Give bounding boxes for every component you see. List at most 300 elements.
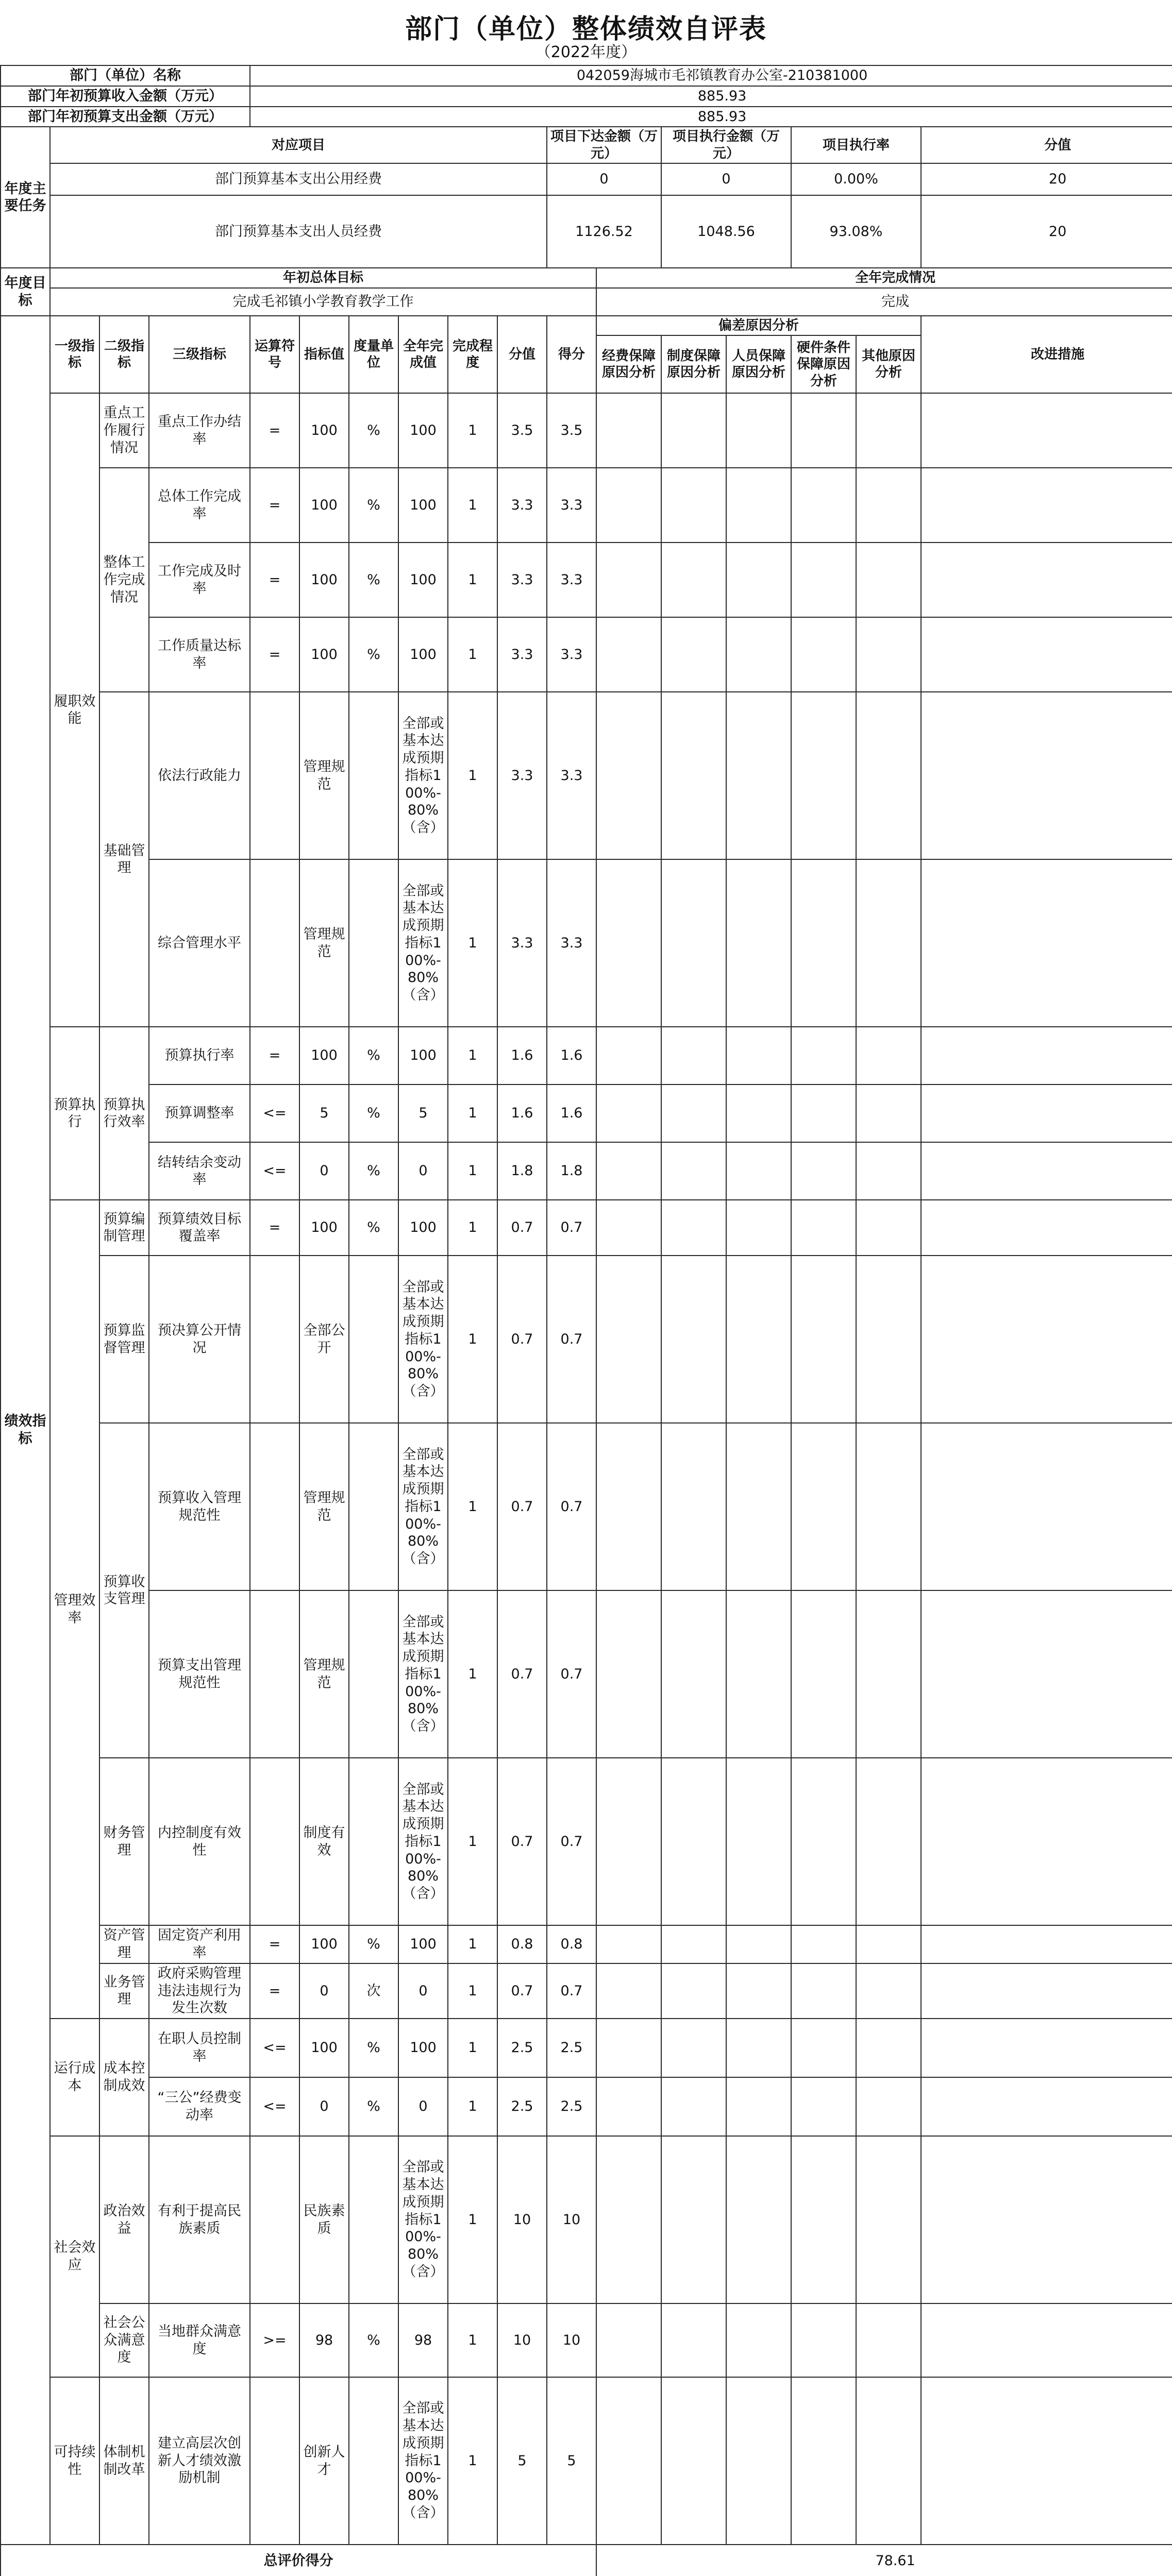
actual-value: 5 [398,1084,448,1142]
improvement [921,393,1172,468]
cause-hardware [791,543,856,617]
got-score: 3.3 [547,859,596,1027]
operator [250,2136,299,2303]
level2-indicator: 政治效益 [99,2136,149,2303]
score: 2.5 [497,2077,547,2136]
total-row [1,2545,1172,2576]
indicator-row [1,1758,1172,1925]
level3-indicator: 内控制度有效性 [149,1758,250,1925]
tasks-header-row [1,127,1172,163]
cause-funding [596,1590,661,1758]
cause-other [856,2077,921,2136]
info-row [1,107,1172,127]
cause-funding [596,2377,661,2545]
header-level2: 二级指标 [99,316,149,394]
got-score: 2.5 [547,2077,596,2136]
cause-hardware [791,1256,856,1423]
got-score: 0.7 [547,1200,596,1256]
indicator-row [1,2377,1172,2545]
cause-hardware [791,1142,856,1200]
cause-staff [726,2077,791,2136]
actual-value: 100 [398,617,448,692]
income-label: 部门年初预算收入金额（万元） [1,86,250,107]
cause-hardware [791,1027,856,1084]
score: 10 [497,2136,547,2303]
improvement [921,859,1172,1027]
operator: = [250,393,299,468]
cause-hardware [791,692,856,859]
cause-funding [596,1200,661,1256]
cause-system [661,393,726,468]
got-score: 3.3 [547,543,596,617]
improvement [921,1027,1172,1084]
unit: % [349,468,398,543]
total-label: 总评价得分 [1,2545,596,2576]
cause-system [661,1142,726,1200]
actual-value: 全部或基本达成预期指标100%-80%（含） [398,1256,448,1423]
target-value: 0 [299,1142,349,1200]
level1-indicator: 可持续性 [50,2377,99,2545]
task-row [1,163,1172,195]
level2-indicator: 资产管理 [99,1925,149,1963]
cause-other [856,859,921,1027]
tasks-header-exec: 项目执行金额（万元） [661,127,791,163]
level1-indicator: 社会效应 [50,2136,99,2377]
level3-indicator: 固定资产利用率 [149,1925,250,1963]
actual-value: 0 [398,1963,448,2019]
operator: <= [250,1084,299,1142]
target-value: 100 [299,2019,349,2077]
header-cause-staff: 人员保障原因分析 [726,335,791,393]
score: 0.7 [497,1423,547,1590]
level2-indicator: 预算编制管理 [99,1200,149,1256]
operator: = [250,1925,299,1963]
level1-indicator: 履职效能 [50,393,99,1027]
cause-funding [596,859,661,1027]
header-deviation: 偏差原因分析 [596,316,921,336]
indicator-row [1,1027,1172,1084]
improvement [921,2377,1172,2545]
got-score: 0.7 [547,1256,596,1423]
goal-header-row [1,268,1172,288]
task-score: 20 [921,163,1172,195]
cause-system [661,2077,726,2136]
perf-label: 绩效指标 [1,316,50,2545]
tasks-header-score: 分值 [921,127,1172,163]
task-item: 部门预算基本支出人员经费 [50,195,547,268]
operator: = [250,617,299,692]
cause-system [661,543,726,617]
actual-value: 全部或基本达成预期指标100%-80%（含） [398,692,448,859]
unit [349,2377,398,2545]
completion-degree: 1 [448,2136,497,2303]
unit: % [349,617,398,692]
completion-degree: 1 [448,2303,497,2377]
target-value: 100 [299,543,349,617]
actual-value: 100 [398,468,448,543]
unit-name-value: 042059海城市毛祁镇教育办公室-210381000 [250,65,1172,86]
target-value: 制度有效 [299,1758,349,1925]
cause-other [856,468,921,543]
cause-hardware [791,1963,856,2019]
level3-indicator: 预算支出管理规范性 [149,1590,250,1758]
cause-other [856,1758,921,1925]
unit: % [349,2019,398,2077]
score: 3.3 [497,859,547,1027]
target-value: 100 [299,1027,349,1084]
cause-system [661,1925,726,1963]
info-row [1,65,1172,86]
goal-label: 年度目标 [1,268,50,316]
got-score: 10 [547,2303,596,2377]
cause-funding [596,2019,661,2077]
unit: 次 [349,1963,398,2019]
cause-system [661,1027,726,1084]
goal-done: 完成 [596,288,1172,316]
cause-other [856,1963,921,2019]
evaluation-table [0,65,1172,2576]
task-amount: 1126.52 [547,195,661,268]
cause-staff [726,1423,791,1590]
cause-funding [596,2077,661,2136]
completion-degree: 1 [448,2077,497,2136]
got-score: 3.3 [547,468,596,543]
unit: % [349,543,398,617]
level2-indicator: 预算收支管理 [99,1423,149,1758]
completion-degree: 1 [448,1142,497,1200]
level3-indicator: 预算调整率 [149,1084,250,1142]
score: 3.5 [497,393,547,468]
tasks-header-item: 对应项目 [50,127,547,163]
completion-degree: 1 [448,1590,497,1758]
cause-system [661,617,726,692]
improvement [921,543,1172,617]
expense-label: 部门年初预算支出金额（万元） [1,107,250,127]
operator [250,2377,299,2545]
level3-indicator: 预算执行率 [149,1027,250,1084]
actual-value: 全部或基本达成预期指标100%-80%（含） [398,2377,448,2545]
cause-system [661,1758,726,1925]
level3-indicator: 当地群众满意度 [149,2303,250,2377]
actual-value: 100 [398,543,448,617]
cause-other [856,692,921,859]
actual-value: 98 [398,2303,448,2377]
level3-indicator: 重点工作办结率 [149,393,250,468]
score: 2.5 [497,2019,547,2077]
actual-value: 全部或基本达成预期指标100%-80%（含） [398,1423,448,1590]
level3-indicator: 在职人员控制率 [149,2019,250,2077]
actual-value: 全部或基本达成预期指标100%-80%（含） [398,1590,448,1758]
income-value: 885.93 [250,86,1172,107]
level2-indicator: 重点工作履行情况 [99,393,149,468]
target-value: 0 [299,2077,349,2136]
cause-funding [596,1963,661,2019]
unit [349,1423,398,1590]
header-degree: 完成程度 [448,316,497,394]
actual-value: 100 [398,393,448,468]
header-cause-system: 制度保障原因分析 [661,335,726,393]
actual-value: 全部或基本达成预期指标100%-80%（含） [398,859,448,1027]
actual-value: 0 [398,2077,448,2136]
score: 1.6 [497,1084,547,1142]
indicator-row [1,692,1172,859]
cause-hardware [791,1590,856,1758]
level1-indicator: 运行成本 [50,2019,99,2136]
score: 0.8 [497,1925,547,1963]
header-cause-funding: 经费保障原因分析 [596,335,661,393]
improvement [921,1200,1172,1256]
unit-name-label: 部门（单位）名称 [1,65,250,86]
cause-other [856,1027,921,1084]
improvement [921,1963,1172,2019]
cause-other [856,2377,921,2545]
level3-indicator: 建立高层次创新人才绩效激励机制 [149,2377,250,2545]
actual-value: 100 [398,1925,448,1963]
actual-value: 0 [398,1142,448,1200]
tasks-header-amount: 项目下达金额（万元） [547,127,661,163]
operator [250,1590,299,1758]
cause-staff [726,1027,791,1084]
unit [349,1256,398,1423]
cause-staff [726,2303,791,2377]
cause-system [661,859,726,1027]
cause-system [661,1423,726,1590]
operator [250,1758,299,1925]
cause-funding [596,1925,661,1963]
info-row [1,86,1172,107]
cause-system [661,1963,726,2019]
cause-system [661,2377,726,2545]
target-value: 全部公开 [299,1256,349,1423]
improvement [921,1256,1172,1423]
level2-indicator: 社会公众满意度 [99,2303,149,2377]
operator: <= [250,2077,299,2136]
got-score: 0.7 [547,1590,596,1758]
operator [250,1256,299,1423]
operator: >= [250,2303,299,2377]
level3-indicator: 综合管理水平 [149,859,250,1027]
completion-degree: 1 [448,859,497,1027]
cause-hardware [791,393,856,468]
got-score: 5 [547,2377,596,2545]
level3-indicator: 依法行政能力 [149,692,250,859]
task-rate: 93.08% [791,195,921,268]
operator [250,1423,299,1590]
cause-other [856,1925,921,1963]
cause-staff [726,1142,791,1200]
got-score: 3.3 [547,617,596,692]
score: 5 [497,2377,547,2545]
operator: = [250,468,299,543]
header-target-value: 指标值 [299,316,349,394]
table-body [1,65,1172,2576]
got-score: 0.7 [547,1423,596,1590]
cause-staff [726,1200,791,1256]
got-score: 10 [547,2136,596,2303]
score: 1.6 [497,1027,547,1084]
indicator-row [1,468,1172,543]
cause-funding [596,1423,661,1590]
indicator-row [1,1590,1172,1758]
task-item: 部门预算基本支出公用经费 [50,163,547,195]
cause-other [856,1590,921,1758]
cause-other [856,2019,921,2077]
cause-funding [596,1027,661,1084]
got-score: 0.7 [547,1758,596,1925]
cause-hardware [791,1084,856,1142]
operator: <= [250,2019,299,2077]
indicator-row [1,1084,1172,1142]
operator [250,859,299,1027]
cause-hardware [791,617,856,692]
level3-indicator: “三公”经费变动率 [149,2077,250,2136]
actual-value: 全部或基本达成预期指标100%-80%（含） [398,1758,448,1925]
cause-funding [596,393,661,468]
score: 3.3 [497,692,547,859]
unit: % [349,1200,398,1256]
got-score: 1.8 [547,1142,596,1200]
level1-indicator: 管理效率 [50,1200,99,2019]
level2-indicator: 基础管理 [99,692,149,1027]
improvement [921,1590,1172,1758]
unit: % [349,393,398,468]
improvement [921,692,1172,859]
goal-row [1,288,1172,316]
level2-indicator: 业务管理 [99,1963,149,2019]
indicator-row [1,2077,1172,2136]
cause-other [856,393,921,468]
improvement [921,1925,1172,1963]
level3-indicator: 总体工作完成率 [149,468,250,543]
target-value: 98 [299,2303,349,2377]
actual-value: 全部或基本达成预期指标100%-80%（含） [398,2136,448,2303]
cause-funding [596,468,661,543]
got-score: 1.6 [547,1027,596,1084]
cause-staff [726,2377,791,2545]
cause-system [661,2136,726,2303]
target-value: 100 [299,393,349,468]
header-level3: 三级指标 [149,316,250,394]
cause-system [661,1200,726,1256]
improvement [921,468,1172,543]
cause-staff [726,2136,791,2303]
completion-degree: 1 [448,1200,497,1256]
target-value: 5 [299,1084,349,1142]
level3-indicator: 政府采购管理违法违规行为发生次数 [149,1963,250,2019]
target-value: 100 [299,468,349,543]
indicator-row [1,1423,1172,1590]
actual-value: 100 [398,1027,448,1084]
cause-other [856,617,921,692]
got-score: 3.5 [547,393,596,468]
improvement [921,2019,1172,2077]
target-value: 管理规范 [299,1423,349,1590]
goal-header-done: 全年完成情况 [596,268,1172,288]
cause-funding [596,1256,661,1423]
completion-degree: 1 [448,617,497,692]
cause-hardware [791,2136,856,2303]
cause-other [856,1256,921,1423]
unit: % [349,2077,398,2136]
cause-funding [596,692,661,859]
target-value: 0 [299,1963,349,2019]
cause-hardware [791,468,856,543]
target-value: 创新人才 [299,2377,349,2545]
operator: = [250,1027,299,1084]
cause-staff [726,1256,791,1423]
improvement [921,617,1172,692]
cause-staff [726,692,791,859]
header-operator: 运算符号 [250,316,299,394]
task-amount: 0 [547,163,661,195]
header-cause-other: 其他原因分析 [856,335,921,393]
cause-staff [726,1590,791,1758]
score: 0.7 [497,1200,547,1256]
cause-other [856,2303,921,2377]
level2-indicator: 整体工作完成情况 [99,468,149,692]
goal-header-target: 年初总体目标 [50,268,596,288]
cause-system [661,2303,726,2377]
cause-hardware [791,2377,856,2545]
improvement [921,2303,1172,2377]
completion-degree: 1 [448,543,497,617]
level2-indicator: 预算监督管理 [99,1256,149,1423]
score: 0.7 [497,1758,547,1925]
cause-system [661,1590,726,1758]
level2-indicator: 财务管理 [99,1758,149,1925]
operator: <= [250,1142,299,1200]
completion-degree: 1 [448,2377,497,2545]
header-cause-hardware: 硬件条件保障原因分析 [791,335,856,393]
got-score: 2.5 [547,2019,596,2077]
completion-degree: 1 [448,1758,497,1925]
total-value: 78.61 [596,2545,1172,2576]
score: 0.7 [497,1963,547,2019]
target-value: 民族素质 [299,2136,349,2303]
target-value: 管理规范 [299,1590,349,1758]
cause-hardware [791,1925,856,1963]
level3-indicator: 结转结余变动率 [149,1142,250,1200]
score: 0.7 [497,1256,547,1423]
header-level1: 一级指标 [50,316,99,394]
task-score: 20 [921,195,1172,268]
cause-system [661,1084,726,1142]
cause-funding [596,1758,661,1925]
header-unit: 度量单位 [349,316,398,394]
indicator-row [1,859,1172,1027]
header-got: 得分 [547,316,596,394]
cause-hardware [791,2019,856,2077]
cause-staff [726,468,791,543]
indicator-row [1,393,1172,468]
completion-degree: 1 [448,2019,497,2077]
cause-staff [726,393,791,468]
cause-hardware [791,1200,856,1256]
unit [349,859,398,1027]
task-exec-amount: 0 [661,163,791,195]
operator: = [250,1963,299,2019]
cause-staff [726,2019,791,2077]
unit [349,1758,398,1925]
goal-target: 完成毛祁镇小学教育教学工作 [50,288,596,316]
level3-indicator: 预算绩效目标覆盖率 [149,1200,250,1256]
cause-staff [726,543,791,617]
header-actual: 全年完成值 [398,316,448,394]
cause-hardware [791,859,856,1027]
operator: = [250,543,299,617]
completion-degree: 1 [448,468,497,543]
cause-hardware [791,1423,856,1590]
